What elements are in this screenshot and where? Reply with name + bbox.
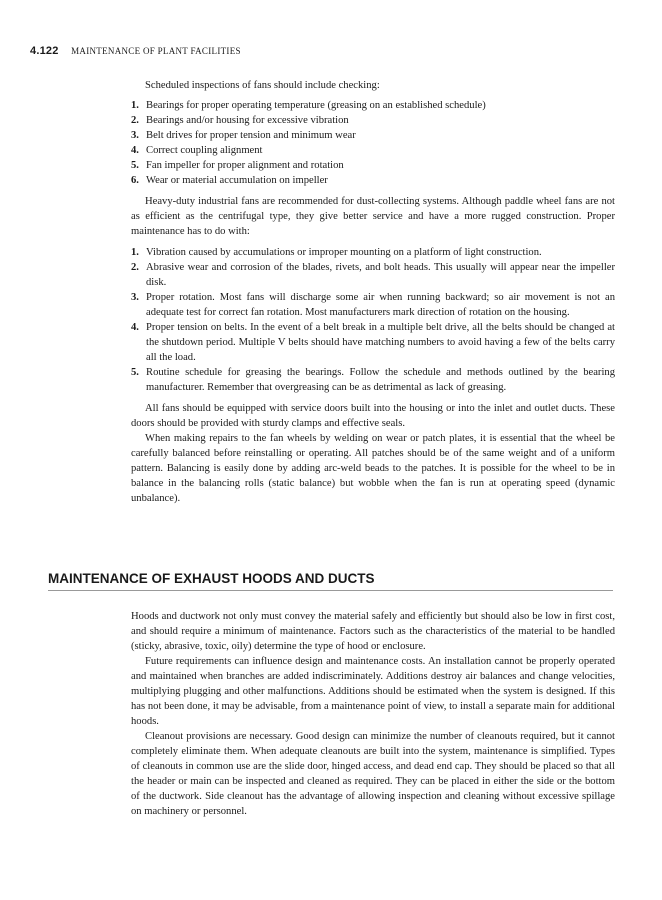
hoods-paragraph-3: Cleanout provisions are necessary. Good design can minimize the number of cleanouts required, but it cannot completely eliminate them. When adequate cleanouts are built into the system, maintenance is simplified. Types of cleanouts in common use are the slide door, hinged access, and dead end cap. They should be placed so that all the header or main can be inspected and cleaned as required. They can be placed in either the side or the bottom of the ductwork. Side cleanout has the advantage of allowing inspection and cleaning without excessive spillage on machinery or personnel. xyxy=(131,731,615,817)
hoods-paragraph-1: Hoods and ductwork not only must convey the material safely and efficiently but should also be low in first cost, and should require a minimum of maintenance. Factors such as the characteristics of the material to be handled (sticky, abrasive, toxic, oily) determine the type of hood or enclosure. xyxy=(131,611,615,652)
item-number: 5. xyxy=(131,160,139,171)
item-text: Routine schedule for greasing the bearings. Follow the schedule and methods outlined by the bearing manufacturer. Remember that overgreasing can be as detrimental as lack of greasing. xyxy=(146,367,615,393)
list-item xyxy=(131,113,615,128)
item-text: Bearings for proper operating temperature (greasing on an established schedule) xyxy=(146,100,486,111)
item-text: Wear or material accumulation on impeller xyxy=(146,175,328,186)
item-text: Fan impeller for proper alignment and rotation xyxy=(146,160,344,171)
list-item xyxy=(131,260,615,290)
item-text: Proper tension on belts. In the event of a belt break in a multiple belt drive, all the belts should be changed at the shutdown period. Multiple V belts should have matching numbers to avoid having a few of the belts carry all the load. xyxy=(146,322,615,363)
item-text: Bearings and/or housing for excessive vibration xyxy=(146,115,349,126)
list-item xyxy=(131,320,615,365)
item-number: 1. xyxy=(131,247,139,258)
list-item xyxy=(131,245,615,260)
fans-intro: Scheduled inspections of fans should include checking: xyxy=(145,80,380,91)
item-number: 3. xyxy=(131,130,139,141)
item-number: 6. xyxy=(131,175,139,186)
hoods-paragraph-2: Future requirements can influence design and maintenance costs. An installation cannot be properly operated and maintained when branches are added indiscriminately. Additions destroy air balances and change velocities, multiplying plugging and other malfunctions. Additions should be estimated when the system is designed. If this has not been done, it may be advisable, from a maintenance point of view, to install a separate main for additional hoods. xyxy=(131,656,615,727)
item-number: 4. xyxy=(131,322,139,333)
page-header xyxy=(30,45,630,57)
fan-maintenance-list xyxy=(131,245,615,395)
fans-section xyxy=(131,78,615,506)
item-number: 3. xyxy=(131,292,139,303)
item-text: Belt drives for proper tension and minimum wear xyxy=(146,130,356,141)
heavy-duty-paragraph: Heavy-duty industrial fans are recommended for dust-collecting systems. Although paddle wheel fans are not as efficient as the centrifugal type, they give better service and have a more rugged construction. Proper maintenance has to do with: xyxy=(131,196,615,237)
item-number: 5. xyxy=(131,367,139,378)
item-number: 4. xyxy=(131,145,139,156)
item-text: Vibration caused by accumulations or improper mounting on a platform of light construction. xyxy=(146,247,542,258)
list-item xyxy=(131,98,615,113)
list-item xyxy=(131,290,615,320)
page-number: 4.122 xyxy=(30,45,59,57)
section-heading: MAINTENANCE OF EXHAUST HOODS AND DUCTS xyxy=(48,570,613,591)
service-doors-paragraph: All fans should be equipped with service doors built into the housing or into the inlet and outlet ducts. These doors should be provided with sturdy clamps and effective seals. xyxy=(131,403,615,429)
list-item xyxy=(131,173,615,188)
list-item xyxy=(131,365,615,395)
item-number: 2. xyxy=(131,115,139,126)
item-number: 2. xyxy=(131,262,139,273)
hoods-section xyxy=(131,609,615,819)
item-text: Proper rotation. Most fans will discharge some air when running backward; so air movement is not an adequate test for correct fan rotation. Most manufacturers mark direction of rotation on the housing. xyxy=(146,292,615,318)
running-title: MAINTENANCE OF PLANT FACILITIES xyxy=(71,46,241,56)
item-number: 1. xyxy=(131,100,139,111)
repairs-paragraph: When making repairs to the fan wheels by welding on wear or patch plates, it is essential that the wheel be carefully balanced before reinstalling or operating. All patches should be of the same weight and of a uniform pattern. Balancing is easily done by adding arc-weld beads to the patches. It is possible for the wheel to be in balance in the balancing rolls (static balance) but wobble when the fan is run at operating speed (dynamic unbalance). xyxy=(131,433,615,504)
item-text: Abrasive wear and corrosion of the blades, rivets, and bolt heads. This usually will appear near the impeller disk. xyxy=(146,262,615,288)
list-item xyxy=(131,158,615,173)
fan-inspection-checklist xyxy=(131,98,615,188)
list-item xyxy=(131,143,615,158)
item-text: Correct coupling alignment xyxy=(146,145,263,156)
list-item xyxy=(131,128,615,143)
